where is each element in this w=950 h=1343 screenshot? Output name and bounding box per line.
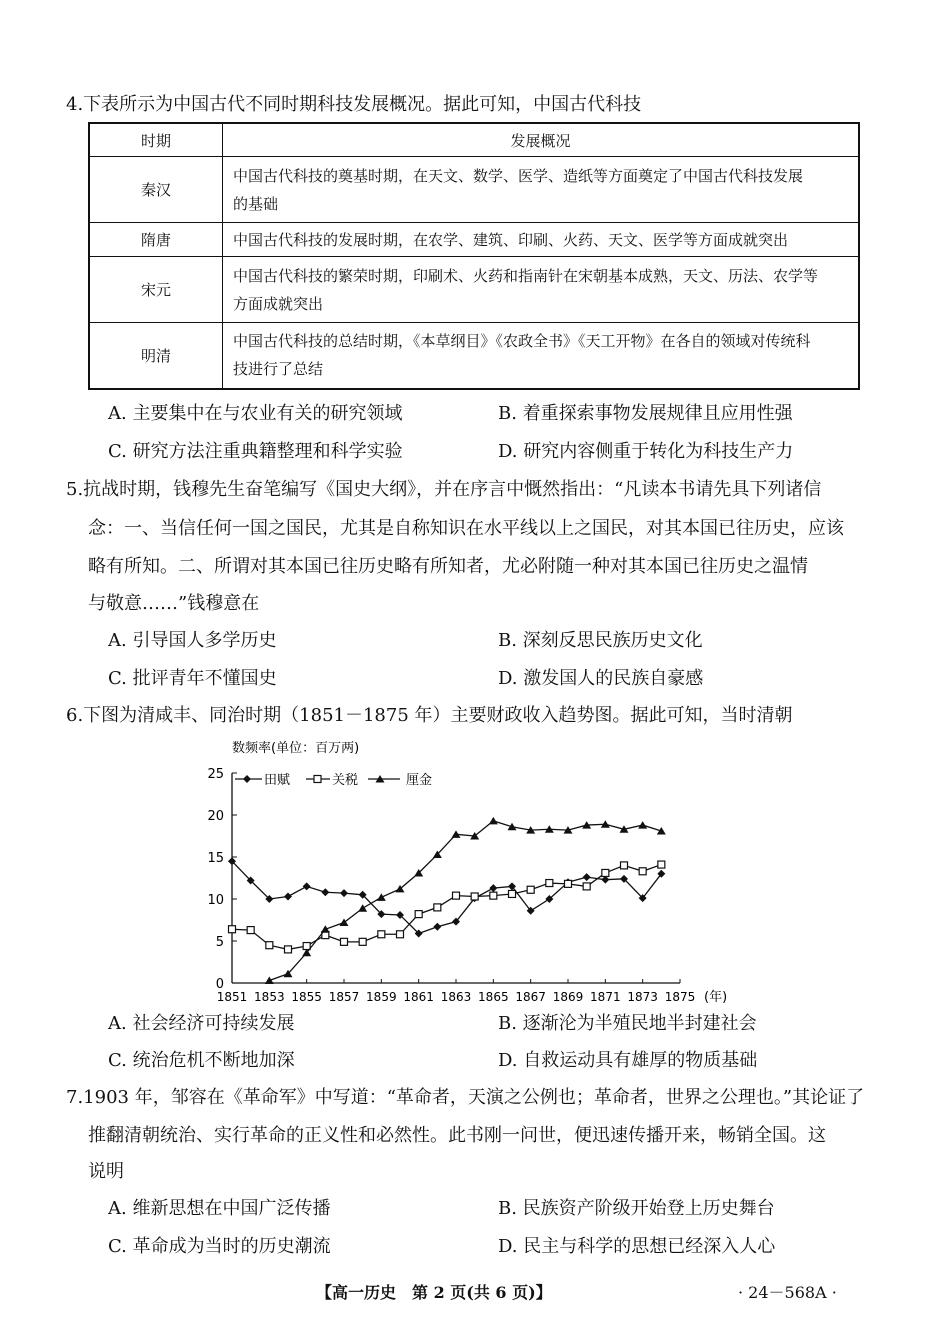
period-cell: 秦汉	[89, 157, 223, 223]
data-point-diamond	[321, 888, 329, 896]
chart-legend	[235, 772, 432, 788]
data-point-square	[341, 938, 348, 945]
q5-line: 与敬意……”钱穆意在	[88, 593, 260, 614]
diamond-marker-icon	[243, 775, 251, 783]
q5-option-a[interactable]: A. 引导国人多学历史	[108, 630, 277, 651]
legend-label: 田赋	[264, 773, 291, 788]
y-axis-label: 数频率(单位：百万两)	[232, 741, 360, 756]
data-point-square	[471, 893, 478, 900]
table-row	[89, 223, 859, 257]
overview-line: 中国古代科技的繁荣时期，印刷术、火药和指南针在宋朝基本成熟，天文、历法、农学等	[233, 266, 819, 285]
header-period: 时期	[89, 123, 223, 157]
data-point-square	[266, 942, 273, 949]
series-line	[232, 865, 661, 950]
q6-option-b[interactable]: B. 逐渐沦为半殖民地半封建社会	[498, 1013, 757, 1034]
data-point-square	[247, 927, 254, 934]
q5-option-d[interactable]: D. 激发国人的民族自豪感	[498, 668, 704, 689]
q6-stem: 6.下图为清咸丰、同治时期（1851－1875 年）主要财政收入趋势图。据此可知，当时清朝	[66, 705, 793, 726]
data-point-triangle	[657, 827, 666, 835]
q7-option-c[interactable]: C. 革命成为当时的历史潮流	[108, 1236, 331, 1257]
data-point-square	[583, 883, 590, 890]
q7-line: 说明	[88, 1161, 124, 1182]
data-point-square	[453, 892, 460, 899]
x-tick-label: 1853	[254, 990, 285, 1004]
data-point-square	[415, 911, 422, 918]
x-tick-label: 1875	[664, 990, 696, 1004]
data-point-triangle	[265, 976, 274, 984]
x-tick-label: 1857	[328, 990, 360, 1004]
data-point-square	[397, 931, 404, 938]
x-axis-label: (年)	[704, 990, 728, 1005]
overview-line: 中国古代科技的总结时期，《本草纲目》《农政全书》《天工开物》在各自的领域对传统科	[233, 332, 811, 351]
table-row	[89, 323, 859, 389]
q7-line: 7.1903 年，邹容在《革命军》中写道：“革命者，天演之公例也；革命者，世界之公理也。”其论证了	[66, 1087, 865, 1108]
data-point-triangle	[358, 904, 367, 912]
overview-cell: 中国古代科技的发展时期，在农学、建筑、印刷、火药、天文、医学等方面成就突出	[223, 223, 860, 257]
x-tick-label: 1867	[515, 990, 546, 1004]
x-tick-label: 1865	[478, 990, 509, 1004]
paper-code: · 24－568A ·	[738, 1283, 837, 1302]
q6-option-d[interactable]: D. 自救运动具有雄厚的物质基础	[498, 1050, 758, 1071]
x-tick-label: 1861	[403, 990, 434, 1004]
x-tick-label: 1873	[627, 990, 658, 1004]
data-point-triangle	[508, 823, 517, 831]
overview-line: 方面成就突出	[233, 294, 324, 313]
x-tick-label: 1869	[552, 990, 584, 1004]
data-point-square	[285, 946, 292, 953]
data-point-triangle	[377, 893, 386, 901]
q6-option-a[interactable]: A. 社会经济可持续发展	[108, 1013, 295, 1034]
q4-option-a[interactable]: A. 主要集中在与农业有关的研究领域	[108, 403, 403, 424]
data-point-square	[639, 868, 646, 875]
data-point-square	[229, 926, 236, 933]
data-point-square	[490, 892, 497, 899]
q5-line: 略有所知。二、所谓对其本国已往历史略有所知者，尤必附随一种对其本国已往历史之温情	[88, 556, 808, 577]
data-point-diamond	[284, 892, 292, 900]
data-point-square	[378, 931, 385, 938]
data-point-square	[565, 880, 572, 887]
chart-axes	[232, 773, 680, 983]
period-cell: 明清	[89, 323, 223, 389]
y-tick-label: 5	[215, 935, 224, 950]
data-point-square	[602, 869, 609, 876]
series-line	[232, 861, 661, 933]
legend-item-lijin	[368, 772, 432, 788]
legend-label: 厘金	[406, 773, 433, 788]
x-tick-label: 1871	[590, 990, 621, 1004]
data-point-square	[658, 861, 665, 868]
series-diamond	[228, 857, 665, 937]
series-line	[269, 821, 661, 981]
q4-option-d[interactable]: D. 研究内容侧重于转化为科技生产力	[498, 441, 794, 462]
data-point-triangle	[321, 925, 330, 933]
q4-stem: 4.下表所示为中国古代不同时期科技发展概况。据此可知，中国古代科技	[66, 94, 642, 115]
period-cell: 宋元	[89, 257, 223, 323]
q5-line: 念：一、当信任何一国之国民，尤其是自称知识在水平线以上之国民，对其本国已往历史，应该	[88, 518, 844, 539]
overview-cell	[223, 257, 860, 323]
q5-option-b[interactable]: B. 深刻反思民族历史文化	[498, 630, 703, 651]
series-triangle	[265, 817, 666, 984]
y-tick-label: 25	[207, 767, 224, 782]
data-point-triangle	[489, 817, 498, 825]
q7-option-a[interactable]: A. 维新思想在中国广泛传播	[108, 1198, 331, 1219]
data-point-square	[434, 904, 441, 911]
data-point-diamond	[433, 923, 441, 931]
table-row	[89, 257, 859, 323]
y-tick-label: 15	[207, 851, 224, 866]
data-point-square	[621, 862, 628, 869]
table-header-row	[89, 123, 859, 157]
series-square	[229, 861, 665, 953]
q6-option-c[interactable]: C. 统治危机不断地加深	[108, 1050, 295, 1071]
q4-table	[88, 122, 860, 390]
legend-item-guanshui	[306, 773, 358, 788]
x-tick-label: 1855	[291, 990, 322, 1004]
y-tick-label: 10	[207, 893, 224, 908]
data-point-square	[546, 880, 553, 887]
data-point-square	[509, 890, 516, 897]
data-point-square	[359, 938, 366, 945]
x-tick-label: 1863	[440, 990, 472, 1004]
q4-option-c[interactable]: C. 研究方法注重典籍整理和科学实验	[108, 441, 403, 462]
overview-line: 的基础	[233, 194, 279, 213]
q7-line: 推翻清朝统治、实行革命的正义性和必然性。此书刚一问世，便迅速传播开来，畅销全国。这	[88, 1125, 826, 1146]
q5-option-c[interactable]: C. 批评青年不懂国史	[108, 668, 277, 689]
q7-option-b[interactable]: B. 民族资产阶级开始登上历史舞台	[498, 1198, 775, 1219]
overview-cell	[223, 323, 860, 389]
data-point-diamond	[340, 889, 348, 897]
y-tick-label: 0	[215, 977, 224, 992]
overview-line: 技进行了总结	[233, 360, 324, 379]
data-point-triangle	[638, 821, 647, 829]
table-row	[89, 157, 859, 223]
square-marker-icon	[314, 776, 321, 783]
legend-item-tianfu	[235, 772, 290, 788]
data-point-diamond	[303, 882, 311, 890]
header-overview: 发展概况	[223, 123, 860, 157]
data-point-diamond	[489, 884, 497, 892]
chart-series	[228, 817, 666, 984]
revenue-chart	[180, 738, 740, 1010]
data-point-square	[527, 886, 534, 893]
data-point-square	[303, 943, 310, 950]
x-tick-label: 1851	[216, 990, 248, 1004]
period-cell: 隋唐	[89, 223, 223, 257]
overview-cell	[223, 157, 860, 223]
legend-label: 关税	[332, 773, 359, 788]
x-tick-label: 1859	[366, 990, 397, 1004]
page-footer: 【高一历史 第 2 页(共 6 页)】	[316, 1283, 552, 1302]
q5-line: 5.抗战时期，钱穆先生奋笔编写《国史大纲》，并在序言中慨然指出：“凡读本书请先具下列诸信	[66, 479, 822, 500]
q4-option-b[interactable]: B. 着重探索事物发展规律且应用性强	[498, 403, 793, 424]
q7-option-d[interactable]: D. 民主与科学的思想已经深入人心	[498, 1236, 776, 1257]
data-point-diamond	[583, 873, 591, 881]
overview-line: 中国古代科技的奠基时期，在天文、数学、医学、造纸等方面奠定了中国古代科技发展	[233, 166, 804, 185]
y-tick-label: 20	[207, 809, 224, 824]
